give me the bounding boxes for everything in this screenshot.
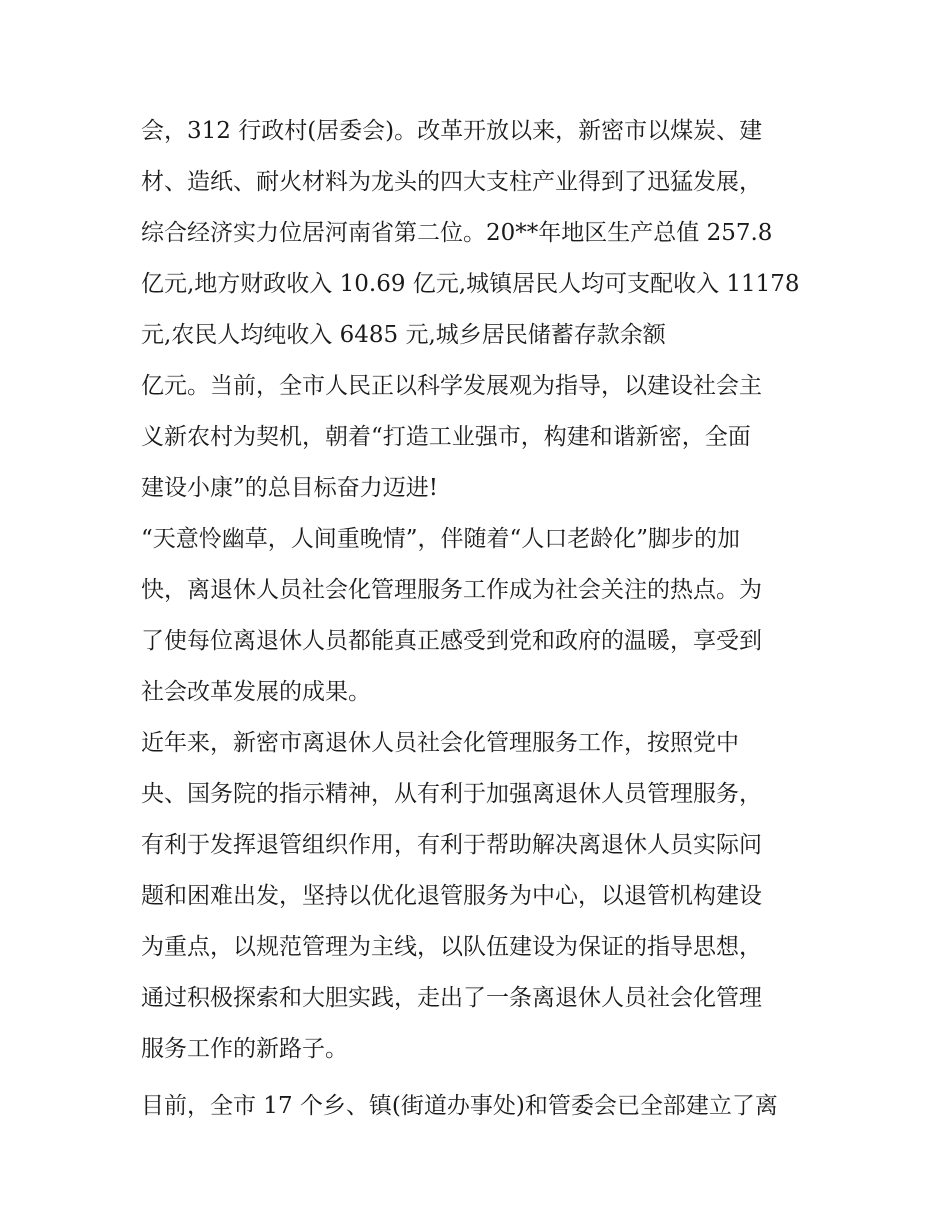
text-line: 目前，全市 17 个乡、镇(街道办事处)和管委会已全部建立了离 (141, 1093, 778, 1119)
text-line: 服务工作的新路子。 (141, 1036, 348, 1062)
document-body (141, 106, 821, 1132)
text-line: 为重点，以规范管理为主线，以队伍建设为保证的指导思想， (141, 934, 762, 960)
paragraph-1 (141, 106, 821, 514)
text-line: 亿元,地方财政收入 10.69 亿元,城镇居民人均可支配收入 11178 (141, 271, 800, 297)
text-line: 了使每位离退休人员都能真正感受到党和政府的温暖，享受到 (141, 628, 762, 654)
text-line: 近年来，新密市离退休人员社会化管理服务工作，按照党中 (141, 730, 739, 756)
text-line: 亿元。当前，全市人民正以科学发展观为指导，以建设社会主 (141, 373, 762, 399)
text-line: 建设小康”的总目标奋力迈进! (141, 475, 439, 501)
text-line: 会，312 行政村(居委会)。改革开放以来，新密市以煤炭、建 (141, 118, 763, 144)
text-line: 有利于发挥退管组织作用，有利于帮助解决离退休人员实际问 (141, 832, 762, 858)
text-line: 通过积极探索和大胆实践，走出了一条离退休人员社会化管理 (141, 985, 762, 1011)
text-line: 综合经济实力位居河南省第二位。20**年地区生产总值 257.8 (141, 220, 773, 246)
text-line: 题和困难出发，坚持以优化退管服务为中心，以退管机构建设 (141, 883, 762, 909)
text-line: 社会改革发展的成果。 (141, 679, 371, 705)
text-line: 央、国务院的指示精神，从有利于加强离退休人员管理服务， (141, 781, 762, 807)
paragraph-3 (141, 718, 821, 1075)
text-line: 元,农民人均纯收入 6485 元,城乡居民储蓄存款余额 (141, 322, 666, 348)
text-line: 义新农村为契机，朝着“打造工业强市，构建和谐新密，全面 (141, 424, 751, 450)
paragraph-4 (141, 1081, 821, 1132)
paragraph-2 (141, 514, 821, 718)
text-line: “天意怜幽草，人间重晚情”，伴随着“人口老龄化”脚步的加 (141, 526, 741, 552)
text-line: 快，离退休人员社会化管理服务工作成为社会关注的热点。为 (141, 577, 762, 603)
text-line: 材、造纸、耐火材料为龙头的四大支柱产业得到了迅猛发展， (141, 169, 762, 195)
